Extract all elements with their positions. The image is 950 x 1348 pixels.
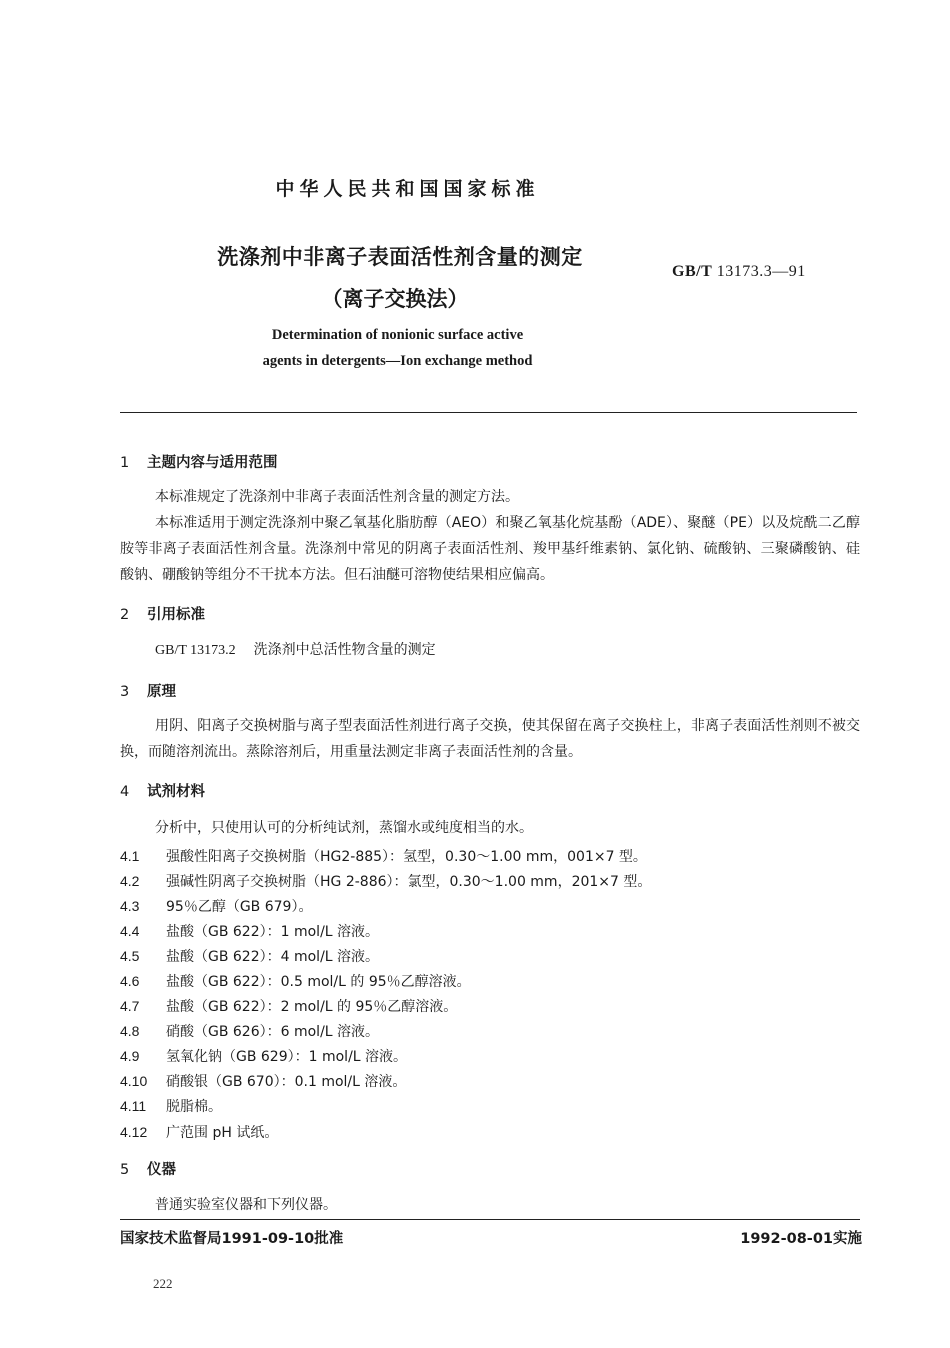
section-title: 引用标准: [147, 607, 205, 623]
section-1-heading: [120, 451, 278, 472]
reference-title: 洗涤剂中总活性物含量的测定: [253, 642, 436, 658]
item-text: 脱脂棉。: [166, 1099, 222, 1115]
section-3-body: [120, 713, 860, 765]
section-5-body: [120, 1192, 860, 1218]
section-number: 1: [120, 455, 130, 471]
item-number: 4.6: [120, 973, 140, 989]
english-title-line-1: Determination of nonionic surface active: [271, 327, 524, 343]
item-number: 4.3: [120, 898, 140, 914]
standard-type-heading: 中华人民共和国国家标准: [275, 178, 540, 200]
document-title: 洗涤剂中非离子表面活性剂含量的测定: [217, 245, 583, 269]
section-4-intro: [120, 815, 860, 841]
english-title-line-2: agents in detergents—Ion exchange method: [262, 353, 533, 369]
item-text: 95％乙醇（GB 679）。: [166, 899, 313, 915]
list-item: [120, 1021, 379, 1041]
paragraph: 普通实验室仪器和下列仪器。: [155, 1197, 337, 1213]
item-number: 4.8: [120, 1023, 140, 1039]
item-text: 盐酸（GB 622）：4 mol/L 溶液。: [166, 949, 380, 965]
item-text: 盐酸（GB 622）：1 mol/L 溶液。: [166, 924, 380, 940]
section-number: 2: [120, 607, 130, 623]
list-item: [120, 1122, 278, 1142]
item-number: 4.10: [120, 1073, 148, 1089]
item-text: 盐酸（GB 622）：2 mol/L 的 95％乙醇溶液。: [166, 999, 458, 1015]
item-text: 强酸性阳离子交换树脂（HG2-885）：氢型，0.30～1.00 mm，001×7 型。: [166, 849, 647, 865]
item-text: 盐酸（GB 622）：0.5 mol/L 的 95％乙醇溶液。: [166, 974, 471, 990]
item-number: 4.5: [120, 948, 140, 964]
section-5-heading: [120, 1158, 176, 1179]
list-item: [120, 1046, 407, 1066]
section-title: 主题内容与适用范围: [147, 455, 278, 471]
approval-date: 国家技术监督局1991-09-10批准: [120, 1231, 344, 1247]
item-text: 硝酸银（GB 670）：0.1 mol/L 溶液。: [166, 1074, 407, 1090]
item-number: 4.4: [120, 923, 140, 939]
list-item: [120, 921, 379, 941]
standard-code-prefix: GB/T: [672, 263, 713, 280]
list-item: [120, 1071, 406, 1091]
item-number: 4.12: [120, 1124, 148, 1140]
page-number: 222: [153, 1276, 173, 1291]
list-item: [120, 871, 651, 891]
document-subtitle: （离子交换法）: [321, 287, 469, 311]
item-number: 4.2: [120, 873, 140, 889]
footer-divider: [120, 1219, 860, 1220]
section-number: 3: [120, 684, 130, 700]
list-item: [120, 946, 379, 966]
referenced-standard: [155, 639, 436, 659]
paragraph: 用阴、阳离子交换树脂与离子型表面活性剂进行离子交换，使其保留在离子交换柱上，非离子表面活性剂则不被交换，而随溶剂流出。蒸除溶剂后，用重量法测定非离子表面活性剂的含量。: [120, 718, 860, 760]
standard-code: [672, 263, 806, 281]
list-item: [120, 846, 647, 866]
effective-date: 1992-08-01实施: [740, 1231, 862, 1247]
paragraph: 本标准规定了洗涤剂中非离子表面活性剂含量的测定方法。: [155, 489, 519, 505]
item-number: 4.1: [120, 848, 140, 864]
section-3-heading: [120, 680, 176, 701]
section-title: 仪器: [147, 1162, 176, 1178]
section-4-heading: [120, 780, 205, 801]
header-divider: [120, 412, 857, 413]
list-item: [120, 971, 471, 991]
list-item: [120, 896, 312, 916]
section-2-heading: [120, 603, 205, 624]
item-number: 4.9: [120, 1048, 140, 1064]
section-title: 原理: [147, 684, 176, 700]
standard-code-number: 13173.3—91: [716, 263, 806, 280]
paragraph: 分析中，只使用认可的分析纯试剂，蒸馏水或纯度相当的水。: [155, 820, 533, 836]
item-text: 强碱性阴离子交换树脂（HG 2-886）：氯型，0.30～1.00 mm，201×7 型。: [166, 874, 652, 890]
reference-code: GB/T 13173.2: [155, 643, 236, 658]
item-text: 氢氧化钠（GB 629）：1 mol/L 溶液。: [166, 1049, 408, 1065]
list-item: [120, 996, 457, 1016]
item-text: 广范围 pH 试纸。: [166, 1125, 279, 1141]
paragraph: 本标准适用于测定洗涤剂中聚乙氧基化脂肪醇（AEO）和聚乙氧基化烷基酚（ADE）、聚醚（PE）以及烷酰二乙醇胺等非离子表面活性剂含量。洗涤剂中常见的阴离子表面活性剂、羧甲基纤维素钠、氯化钠、硫酸钠、三聚磷酸钠、硅酸钠、硼酸钠等组分不干扰本方法。但石油醚可溶物使结果相应偏高。: [120, 515, 860, 583]
section-number: 5: [120, 1162, 130, 1178]
item-number: 4.7: [120, 998, 140, 1014]
section-1-body: [120, 484, 860, 588]
section-number: 4: [120, 784, 130, 800]
list-item: [120, 1096, 222, 1116]
item-number: 4.11: [120, 1098, 147, 1114]
section-title: 试剂材料: [147, 784, 205, 800]
item-text: 硝酸（GB 626）：6 mol/L 溶液。: [166, 1024, 380, 1040]
